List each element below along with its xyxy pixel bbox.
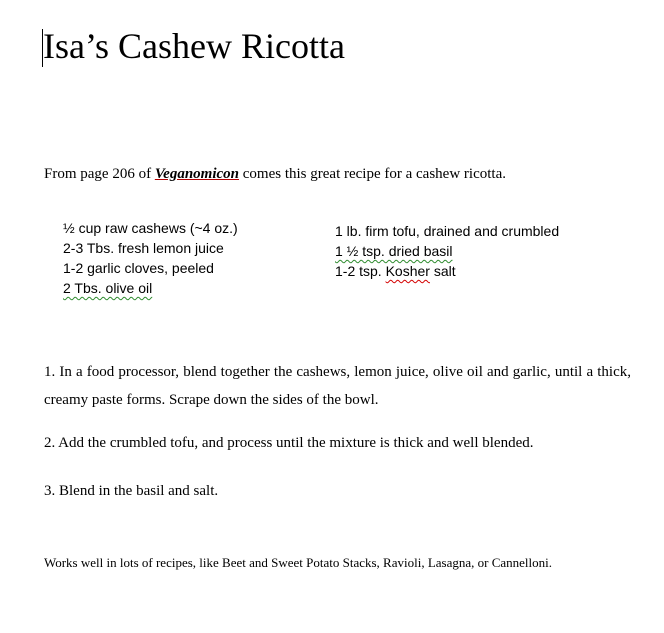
instruction-step-3: 3. Blend in the basil and salt.: [44, 483, 219, 499]
book-title: Veganomicon: [154, 166, 240, 182]
ingredient-item: [335, 261, 559, 281]
ingredient-item: 2-3 Tbs. fresh lemon juice: [63, 240, 224, 256]
ingredient-item: 1 ½ tsp. dried basil: [335, 243, 453, 259]
intro-paragraph: [44, 164, 506, 184]
document-title: Isa’s Cashew Ricotta: [43, 26, 345, 66]
ingredients-right-column: [335, 221, 559, 281]
spelling-flagged-word: Kosher: [385, 263, 430, 279]
ingredient-item: 1-2 garlic cloves, peeled: [63, 260, 214, 276]
ingredient-item: 2 Tbs. olive oil: [63, 280, 153, 296]
intro-after: comes this great recipe for a cashew ricotta.: [239, 166, 506, 182]
ingredients-left-column: [63, 218, 238, 298]
instruction-step-1: 1. In a food processor, blend together the cashews, lemon juice, olive oil and garlic, until a thick, creamy paste forms. Scrape down the sides of the bowl.: [44, 364, 631, 408]
serving-note: Works well in lots of recipes, like Beet and Sweet Potato Stacks, Ravioli, Lasagna, or Cannelloni.: [44, 555, 553, 570]
ingredient-item: ½ cup raw cashews (~4 oz.): [63, 220, 238, 236]
intro-before: From page 206 of: [44, 166, 155, 182]
ingredient-text: 1-2 tsp.: [335, 263, 386, 279]
instruction-step-2: 2. Add the crumbled tofu, and process until the mixture is thick and well blended.: [44, 435, 534, 451]
ingredient-item: 1 lb. firm tofu, drained and crumbled: [335, 223, 560, 239]
ingredient-text: salt: [429, 263, 456, 279]
